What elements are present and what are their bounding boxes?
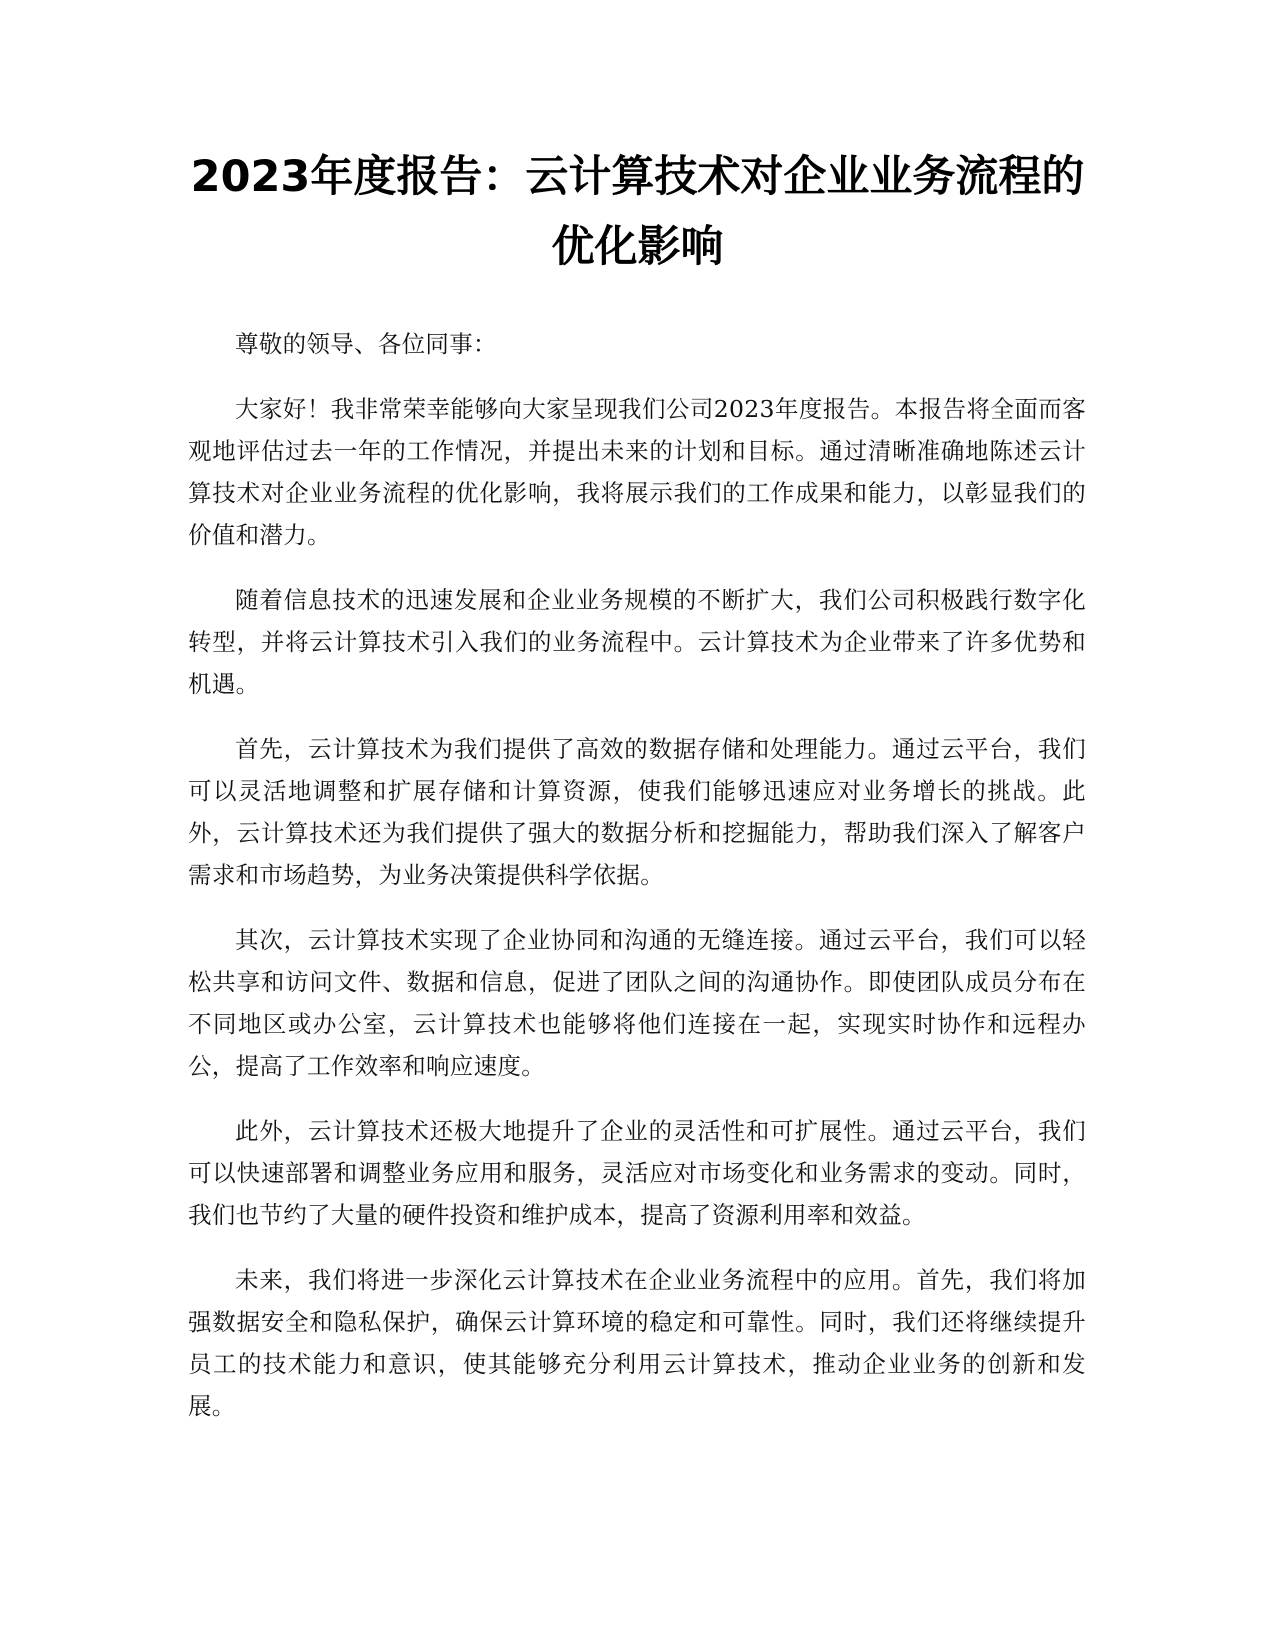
salutation: 尊敬的领导、各位同事：: [235, 330, 497, 358]
paragraph-3: 首先，云计算技术为我们提供了高效的数据存储和处理能力。通过云平台，我们可以灵活地调整和扩展存储和计算资源，使我们能够迅速应对业务增长的挑战。此外，云计算技术还为我们提供了强大的数据分析和挖掘能力，帮助我们深入了解客户需求和市场趋势，为业务决策提供科学依据。: [188, 735, 1086, 889]
paragraph-5: 此外，云计算技术还极大地提升了企业的灵活性和可扩展性。通过云平台，我们可以快速部署和调整业务应用和服务，灵活应对市场变化和业务需求的变动。同时，我们也节约了大量的硬件投资和维护成本，提高了资源利用率和效益。: [188, 1117, 1086, 1229]
document-title: 2023年度报告：云计算技术对企业业务流程的优化影响: [190, 152, 1085, 272]
paragraph-4: 其次，云计算技术实现了企业协同和沟通的无缝连接。通过云平台，我们可以轻松共享和访问文件、数据和信息，促进了团队之间的沟通协作。即使团队成员分布在不同地区或办公室，云计算技术也能够将他们连接在一起，实现实时协作和远程办公，提高了工作效率和响应速度。: [188, 926, 1086, 1080]
document-body: [188, 323, 1086, 1450]
paragraph-1: 大家好！我非常荣幸能够向大家呈现我们公司2023年度报告。本报告将全面而客观地评估过去一年的工作情况，并提出未来的计划和目标。通过清晰准确地陈述云计算技术对企业业务流程的优化影响，我将展示我们的工作成果和能力，以彰显我们的价值和潜力。: [188, 395, 1086, 549]
paragraph-2: 随着信息技术的迅速发展和企业业务规模的不断扩大，我们公司积极践行数字化转型，并将云计算技术引入我们的业务流程中。云计算技术为企业带来了许多优势和机遇。: [188, 586, 1086, 698]
paragraph-6: 未来，我们将进一步深化云计算技术在企业业务流程中的应用。首先，我们将加强数据安全和隐私保护，确保云计算环境的稳定和可靠性。同时，我们还将继续提升员工的技术能力和意识，使其能够充分利用云计算技术，推动企业业务的创新和发展。: [188, 1266, 1086, 1420]
